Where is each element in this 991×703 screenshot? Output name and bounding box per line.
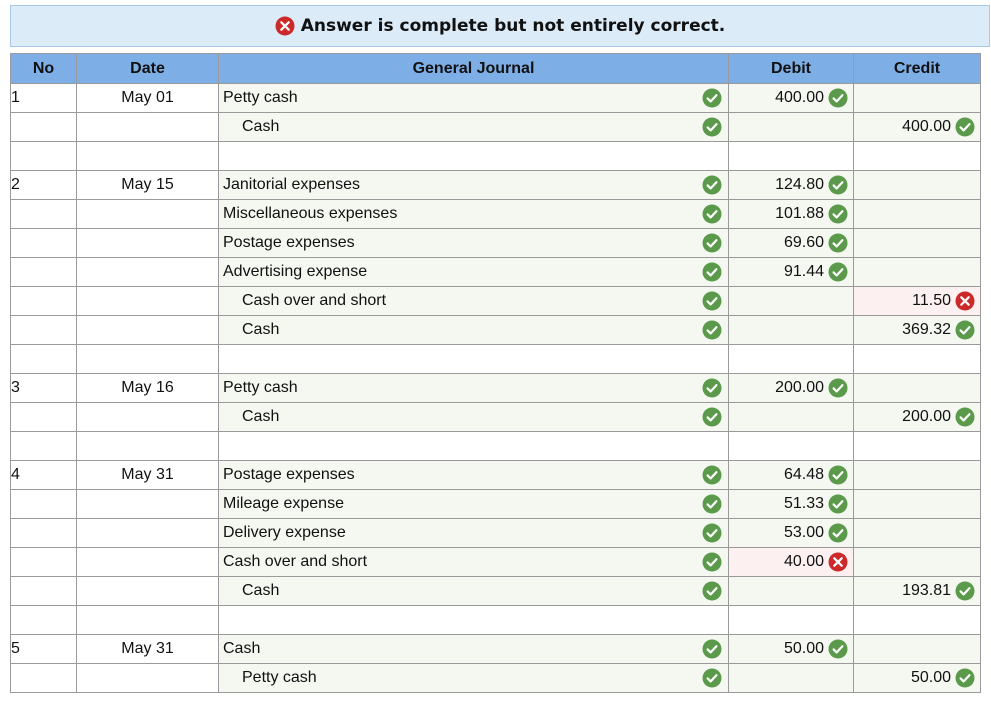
correct-icon — [828, 262, 848, 282]
result-banner — [10, 5, 990, 47]
credit-cell[interactable] — [854, 403, 981, 432]
credit-cell[interactable] — [854, 635, 981, 664]
correct-icon — [702, 552, 722, 572]
debit-cell[interactable] — [729, 258, 854, 287]
correct-icon — [702, 378, 722, 398]
entry-number — [11, 258, 77, 287]
journal-row — [11, 200, 981, 229]
entry-number: 4 — [11, 461, 77, 490]
journal-row — [11, 258, 981, 287]
header-credit: Credit — [854, 54, 981, 84]
debit-amount: 69.60 — [783, 234, 824, 251]
debit-cell[interactable] — [729, 200, 854, 229]
entry-date — [77, 548, 219, 577]
correct-icon — [828, 88, 848, 108]
entry-date: May 31 — [77, 461, 219, 490]
account-name: Postage expenses — [223, 466, 355, 483]
account-cell[interactable] — [219, 490, 729, 519]
debit-cell[interactable] — [729, 490, 854, 519]
blank-cell — [77, 432, 219, 461]
entry-date — [77, 577, 219, 606]
correct-icon — [828, 494, 848, 514]
correct-icon — [702, 88, 722, 108]
debit-cell[interactable] — [729, 374, 854, 403]
entry-date: May 16 — [77, 374, 219, 403]
blank-cell — [729, 142, 854, 171]
journal-row — [11, 374, 981, 403]
correct-icon — [955, 117, 975, 137]
account-name: Janitorial expenses — [223, 176, 360, 193]
account-cell[interactable] — [219, 84, 729, 113]
entry-number: 5 — [11, 635, 77, 664]
correct-icon — [702, 523, 722, 543]
blank-cell — [219, 432, 729, 461]
account-cell[interactable] — [219, 664, 729, 693]
credit-cell[interactable] — [854, 84, 981, 113]
incorrect-icon — [828, 552, 848, 572]
blank-cell — [854, 606, 981, 635]
incorrect-icon — [955, 291, 975, 311]
credit-amount: 369.32 — [902, 321, 951, 338]
account-cell[interactable] — [219, 258, 729, 287]
debit-amount: 101.88 — [775, 205, 824, 222]
blank-cell — [11, 432, 77, 461]
correct-icon — [702, 175, 722, 195]
correct-icon — [702, 581, 722, 601]
credit-amount: 11.50 — [912, 292, 951, 309]
credit-amount: 400.00 — [902, 118, 951, 135]
account-cell[interactable] — [219, 113, 729, 142]
entry-date — [77, 664, 219, 693]
entry-date — [77, 258, 219, 287]
journal-row — [11, 229, 981, 258]
correct-icon — [955, 407, 975, 427]
debit-amount: 91.44 — [783, 263, 824, 280]
entry-number — [11, 519, 77, 548]
account-name: Cash — [242, 118, 280, 135]
entry-date: May 15 — [77, 171, 219, 200]
correct-icon — [828, 523, 848, 543]
journal-row — [11, 113, 981, 142]
debit-cell[interactable] — [729, 577, 854, 606]
journal-row — [11, 635, 981, 664]
account-cell[interactable] — [219, 403, 729, 432]
blank-row — [11, 345, 981, 374]
debit-amount: 50.00 — [783, 640, 824, 657]
credit-cell[interactable] — [854, 548, 981, 577]
correct-icon — [702, 262, 722, 282]
debit-amount: 400.00 — [775, 89, 824, 106]
credit-cell[interactable] — [854, 171, 981, 200]
account-name: Petty cash — [223, 379, 298, 396]
blank-cell — [11, 142, 77, 171]
correct-icon — [702, 233, 722, 253]
account-cell[interactable] — [219, 577, 729, 606]
entry-number — [11, 548, 77, 577]
correct-icon — [828, 639, 848, 659]
entry-date — [77, 403, 219, 432]
account-name: Miscellaneous expenses — [223, 205, 398, 222]
debit-cell[interactable] — [729, 316, 854, 345]
credit-cell[interactable] — [854, 461, 981, 490]
header-no: No — [11, 54, 77, 84]
debit-cell[interactable] — [729, 113, 854, 142]
credit-cell[interactable] — [854, 664, 981, 693]
journal-row — [11, 519, 981, 548]
debit-amount: 40.00 — [783, 553, 824, 570]
debit-amount: 51.33 — [783, 495, 824, 512]
account-name: Cash — [242, 582, 280, 599]
account-name: Cash — [223, 640, 261, 657]
blank-cell — [854, 142, 981, 171]
blank-row — [11, 606, 981, 635]
account-name: Petty cash — [242, 669, 317, 686]
banner-text: Answer is complete but not entirely correct. — [300, 16, 726, 36]
credit-cell[interactable] — [854, 258, 981, 287]
correct-icon — [828, 378, 848, 398]
blank-row — [11, 432, 981, 461]
credit-amount: 50.00 — [910, 669, 951, 686]
blank-cell — [219, 142, 729, 171]
correct-icon — [828, 204, 848, 224]
blank-cell — [11, 606, 77, 635]
blank-cell — [729, 606, 854, 635]
account-name: Cash over and short — [242, 292, 387, 309]
entry-date — [77, 200, 219, 229]
journal-row — [11, 171, 981, 200]
entry-date — [77, 229, 219, 258]
header-general-journal: General Journal — [219, 54, 729, 84]
incorrect-icon — [275, 16, 295, 36]
account-name: Cash — [242, 408, 280, 425]
debit-cell[interactable] — [729, 548, 854, 577]
journal-row — [11, 287, 981, 316]
account-cell[interactable] — [219, 461, 729, 490]
journal-row — [11, 316, 981, 345]
correct-icon — [702, 668, 722, 688]
entry-date: May 01 — [77, 84, 219, 113]
journal-row — [11, 490, 981, 519]
entry-number — [11, 490, 77, 519]
debit-cell[interactable] — [729, 635, 854, 664]
credit-cell[interactable] — [854, 287, 981, 316]
correct-icon — [702, 407, 722, 427]
credit-cell[interactable] — [854, 577, 981, 606]
header-row — [11, 54, 981, 84]
correct-icon — [702, 639, 722, 659]
entry-number — [11, 316, 77, 345]
debit-cell[interactable] — [729, 519, 854, 548]
blank-cell — [77, 345, 219, 374]
journal-row — [11, 461, 981, 490]
correct-icon — [702, 291, 722, 311]
account-cell[interactable] — [219, 635, 729, 664]
correct-icon — [828, 175, 848, 195]
header-date: Date — [77, 54, 219, 84]
debit-cell[interactable] — [729, 461, 854, 490]
entry-number: 2 — [11, 171, 77, 200]
entry-number — [11, 577, 77, 606]
journal-row — [11, 84, 981, 113]
account-cell[interactable] — [219, 519, 729, 548]
debit-amount: 53.00 — [783, 524, 824, 541]
debit-cell[interactable] — [729, 403, 854, 432]
blank-cell — [11, 345, 77, 374]
account-name: Cash over and short — [223, 553, 368, 570]
correct-icon — [702, 204, 722, 224]
credit-cell[interactable] — [854, 519, 981, 548]
correct-icon — [702, 494, 722, 514]
credit-cell[interactable] — [854, 490, 981, 519]
debit-cell[interactable] — [729, 171, 854, 200]
debit-cell[interactable] — [729, 229, 854, 258]
correct-icon — [702, 465, 722, 485]
blank-cell — [729, 345, 854, 374]
journal-row — [11, 664, 981, 693]
account-name: Advertising expense — [223, 263, 368, 280]
entry-number — [11, 287, 77, 316]
entry-date — [77, 287, 219, 316]
entry-number: 1 — [11, 84, 77, 113]
account-cell[interactable] — [219, 316, 729, 345]
blank-cell — [219, 345, 729, 374]
account-cell[interactable] — [219, 548, 729, 577]
blank-cell — [854, 432, 981, 461]
entry-number: 3 — [11, 374, 77, 403]
account-cell[interactable] — [219, 374, 729, 403]
correct-icon — [955, 668, 975, 688]
debit-amount: 64.48 — [783, 466, 824, 483]
entry-number — [11, 229, 77, 258]
entry-number — [11, 200, 77, 229]
blank-cell — [219, 606, 729, 635]
correct-icon — [702, 117, 722, 137]
account-cell[interactable] — [219, 171, 729, 200]
debit-amount: 200.00 — [775, 379, 824, 396]
correct-icon — [828, 465, 848, 485]
credit-cell[interactable] — [854, 374, 981, 403]
journal-row — [11, 403, 981, 432]
journal-table — [10, 53, 981, 693]
credit-cell[interactable] — [854, 229, 981, 258]
blank-cell — [854, 345, 981, 374]
entry-number — [11, 403, 77, 432]
entry-number — [11, 664, 77, 693]
debit-cell[interactable] — [729, 664, 854, 693]
correct-icon — [828, 233, 848, 253]
entry-date — [77, 490, 219, 519]
correct-icon — [955, 581, 975, 601]
entry-date: May 31 — [77, 635, 219, 664]
debit-cell[interactable] — [729, 287, 854, 316]
entry-date — [77, 113, 219, 142]
blank-cell — [77, 606, 219, 635]
blank-row — [11, 142, 981, 171]
debit-amount: 124.80 — [775, 176, 824, 193]
account-cell[interactable] — [219, 200, 729, 229]
journal-body — [11, 84, 981, 693]
header-debit: Debit — [729, 54, 854, 84]
account-cell[interactable] — [219, 229, 729, 258]
blank-cell — [729, 432, 854, 461]
journal-row — [11, 548, 981, 577]
blank-cell — [77, 142, 219, 171]
credit-amount: 193.81 — [902, 582, 951, 599]
entry-date — [77, 316, 219, 345]
correct-icon — [702, 320, 722, 340]
credit-amount: 200.00 — [902, 408, 951, 425]
entry-date — [77, 519, 219, 548]
credit-cell[interactable] — [854, 200, 981, 229]
credit-cell[interactable] — [854, 316, 981, 345]
credit-cell[interactable] — [854, 113, 981, 142]
account-name: Delivery expense — [223, 524, 346, 541]
account-name: Petty cash — [223, 89, 298, 106]
account-name: Mileage expense — [223, 495, 344, 512]
account-name: Cash — [242, 321, 280, 338]
account-name: Postage expenses — [223, 234, 355, 251]
entry-number — [11, 113, 77, 142]
debit-cell[interactable] — [729, 84, 854, 113]
account-cell[interactable] — [219, 287, 729, 316]
journal-row — [11, 577, 981, 606]
correct-icon — [955, 320, 975, 340]
